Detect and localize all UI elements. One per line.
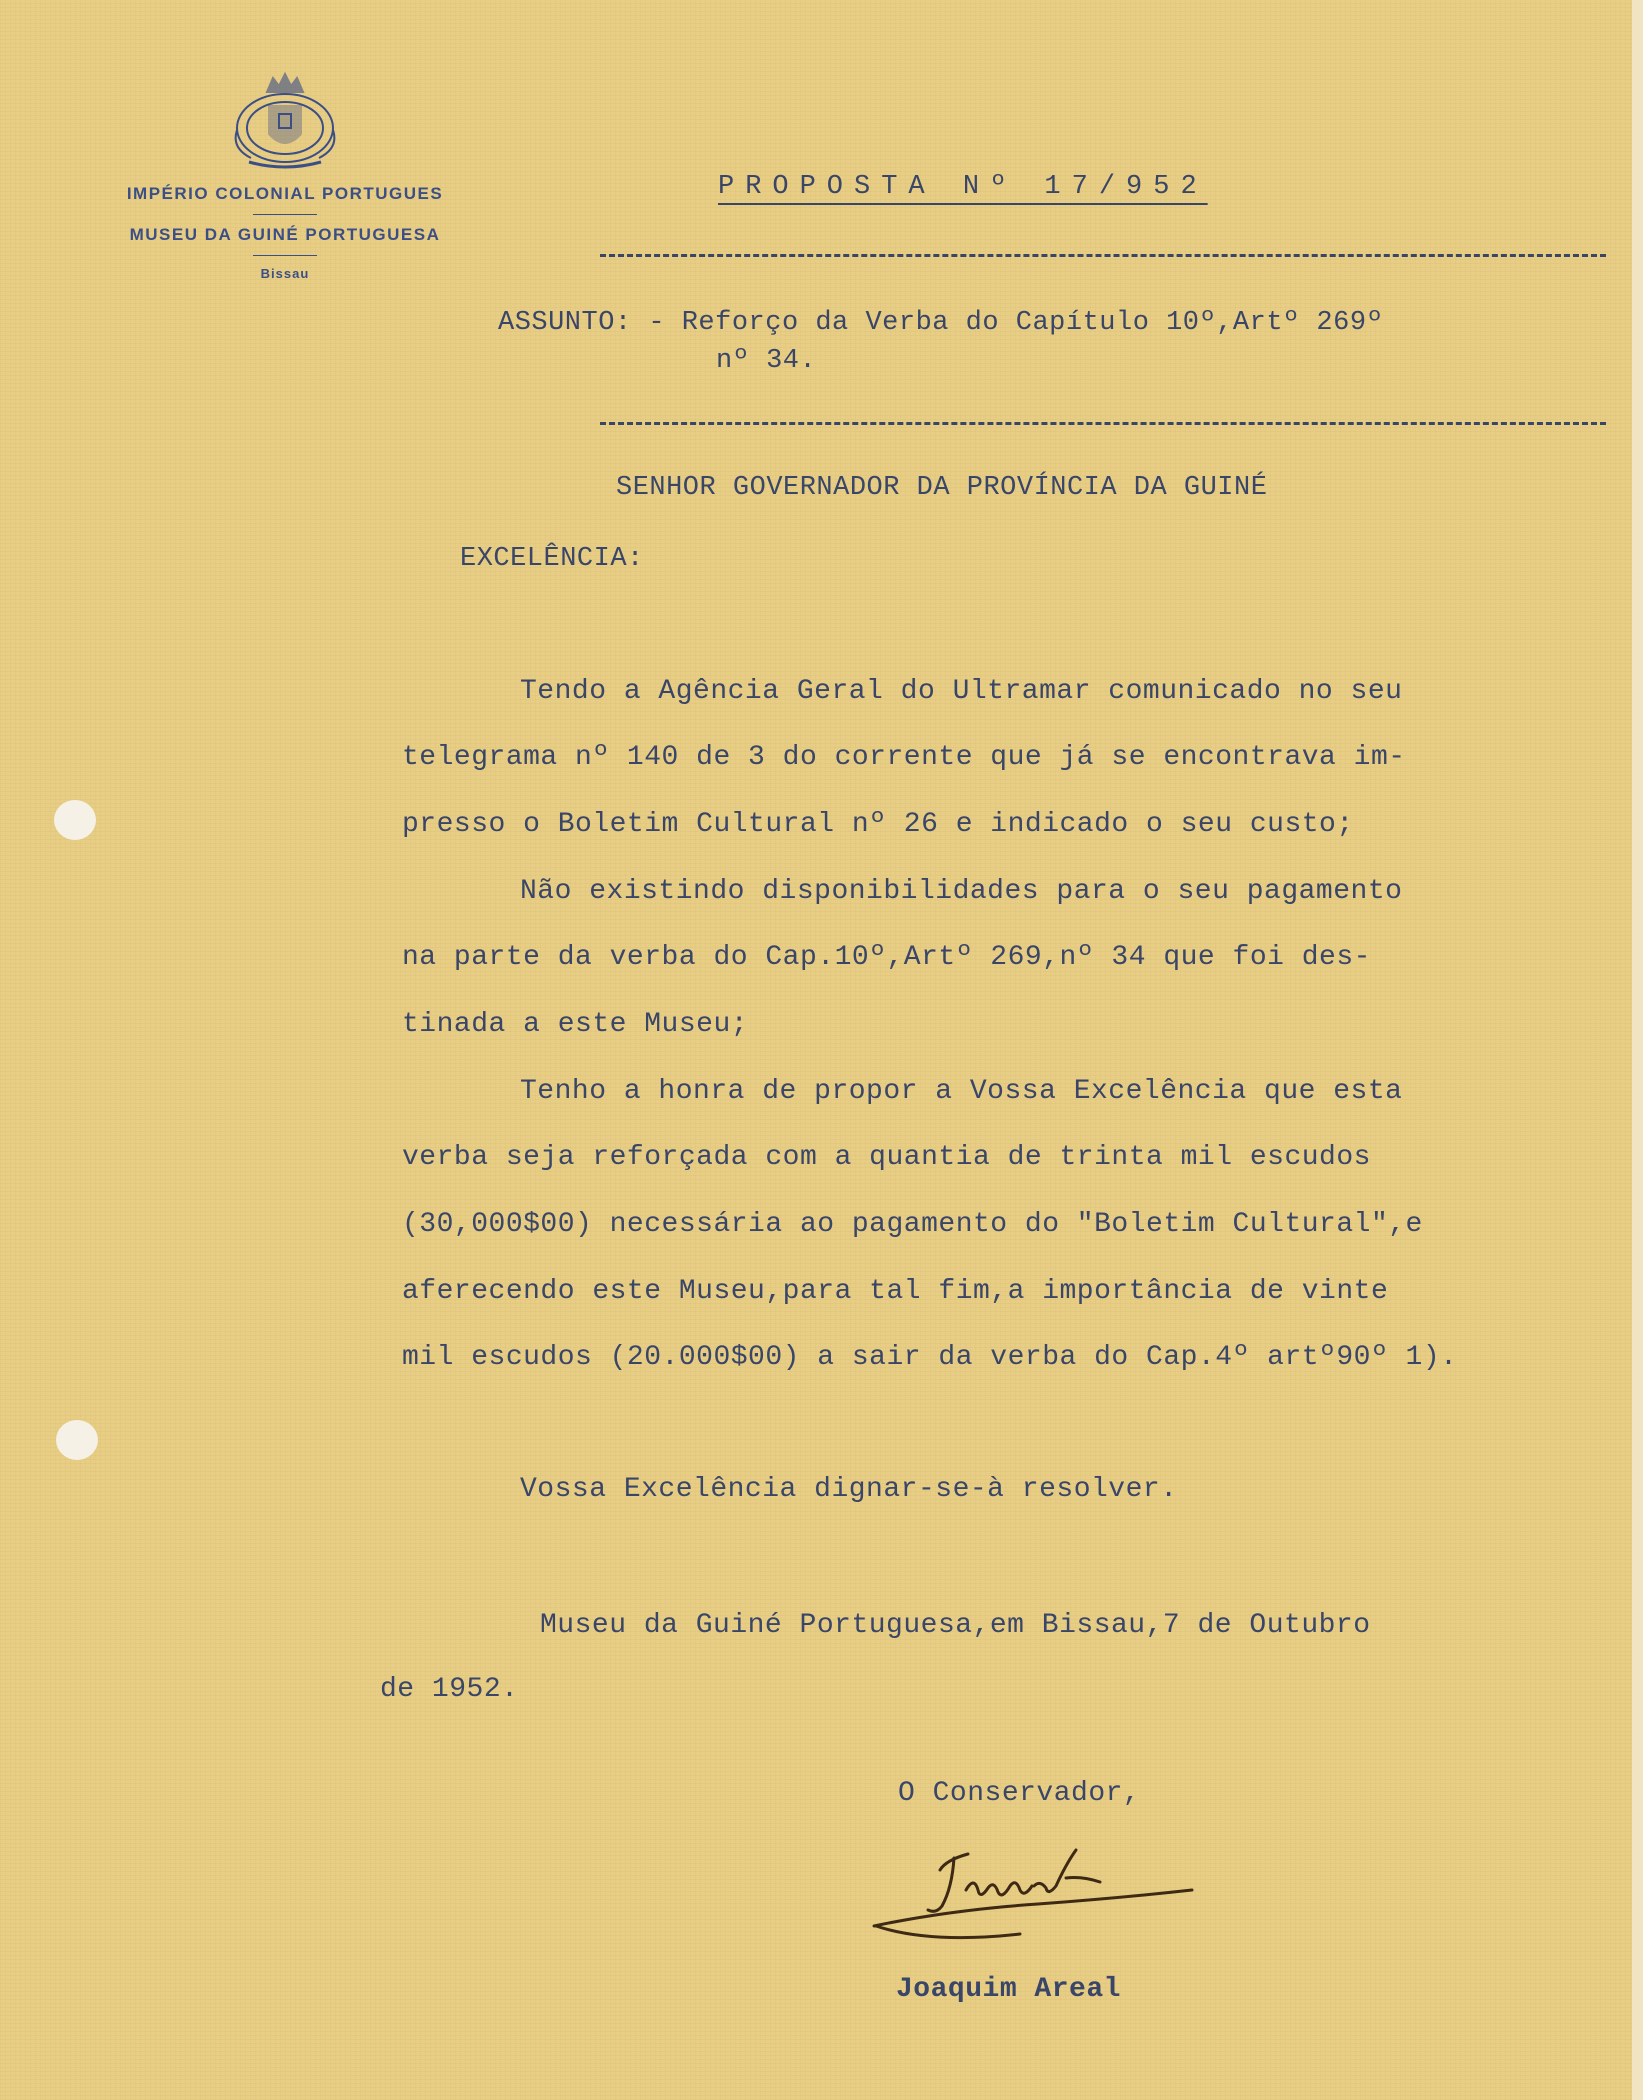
- punch-hole: [56, 1420, 98, 1460]
- punch-hole: [54, 800, 96, 840]
- letterhead-divider: [253, 255, 317, 256]
- letterhead-line-museum: MUSEU DA GUINÉ PORTUGUESA: [129, 225, 441, 244]
- signatory-role: O Conservador,: [898, 1778, 1141, 1809]
- place-date-line: de 1952.: [380, 1674, 519, 1705]
- body-line: Tendo a Agência Geral do Ultramar comunicado no seu: [520, 676, 1403, 707]
- dashed-rule-bottom: [600, 422, 1606, 425]
- closing-line: Vossa Excelência dignar-se-à resolver.: [520, 1474, 1178, 1505]
- body-line: Tenho a honra de propor a Vossa Excelência que esta: [520, 1076, 1403, 1107]
- signatory-name: Joaquim Areal: [896, 1974, 1121, 2005]
- letterhead-divider: [253, 214, 317, 215]
- body-line: verba seja reforçada com a quantia de trinta mil escudos: [402, 1142, 1371, 1173]
- handwritten-signature: [870, 1840, 1200, 1950]
- body-line: presso o Boletim Cultural nº 26 e indicado o seu custo;: [402, 809, 1354, 840]
- addressee: SENHOR GOVERNADOR DA PROVÍNCIA DA GUINÉ: [616, 473, 1268, 503]
- body-line: Não existindo disponibilidades para o seu pagamento: [520, 876, 1403, 907]
- proposal-title: PROPOSTA Nº 17/952: [718, 172, 1208, 202]
- subject-line-2: nº 34.: [716, 346, 817, 376]
- subject-line-1: ASSUNTO: - Reforço da Verba do Capítulo 10º,Artº 269º: [498, 308, 1384, 338]
- place-date-line: Museu da Guiné Portuguesa,em Bissau,7 de Outubro: [540, 1610, 1371, 1641]
- body-line: tinada a este Museu;: [402, 1009, 749, 1040]
- letterhead: [60, 70, 510, 281]
- body-line: na parte da verba do Cap.10º,Artº 269,nº 34 que foi des-: [402, 942, 1371, 973]
- coat-of-arms-icon: [229, 70, 341, 170]
- paper-edge: [1632, 0, 1643, 2100]
- body-line: (30,000$00) necessária ao pagamento do "Boletim Cultural",e: [402, 1209, 1423, 1240]
- salutation: EXCELÊNCIA:: [460, 544, 644, 574]
- body-line: mil escudos (20.000$00) a sair da verba do Cap.4º artº90º 1).: [402, 1342, 1458, 1373]
- dashed-rule-top: [600, 254, 1606, 257]
- letterhead-line-empire: IMPÉRIO COLONIAL PORTUGUES: [126, 184, 444, 203]
- body-line: telegrama nº 140 de 3 do corrente que já se encontrava im-: [402, 742, 1406, 773]
- body-line: aferecendo este Museu,para tal fim,a importância de vinte: [402, 1276, 1389, 1307]
- letterhead-line-city: Bissau: [260, 266, 310, 281]
